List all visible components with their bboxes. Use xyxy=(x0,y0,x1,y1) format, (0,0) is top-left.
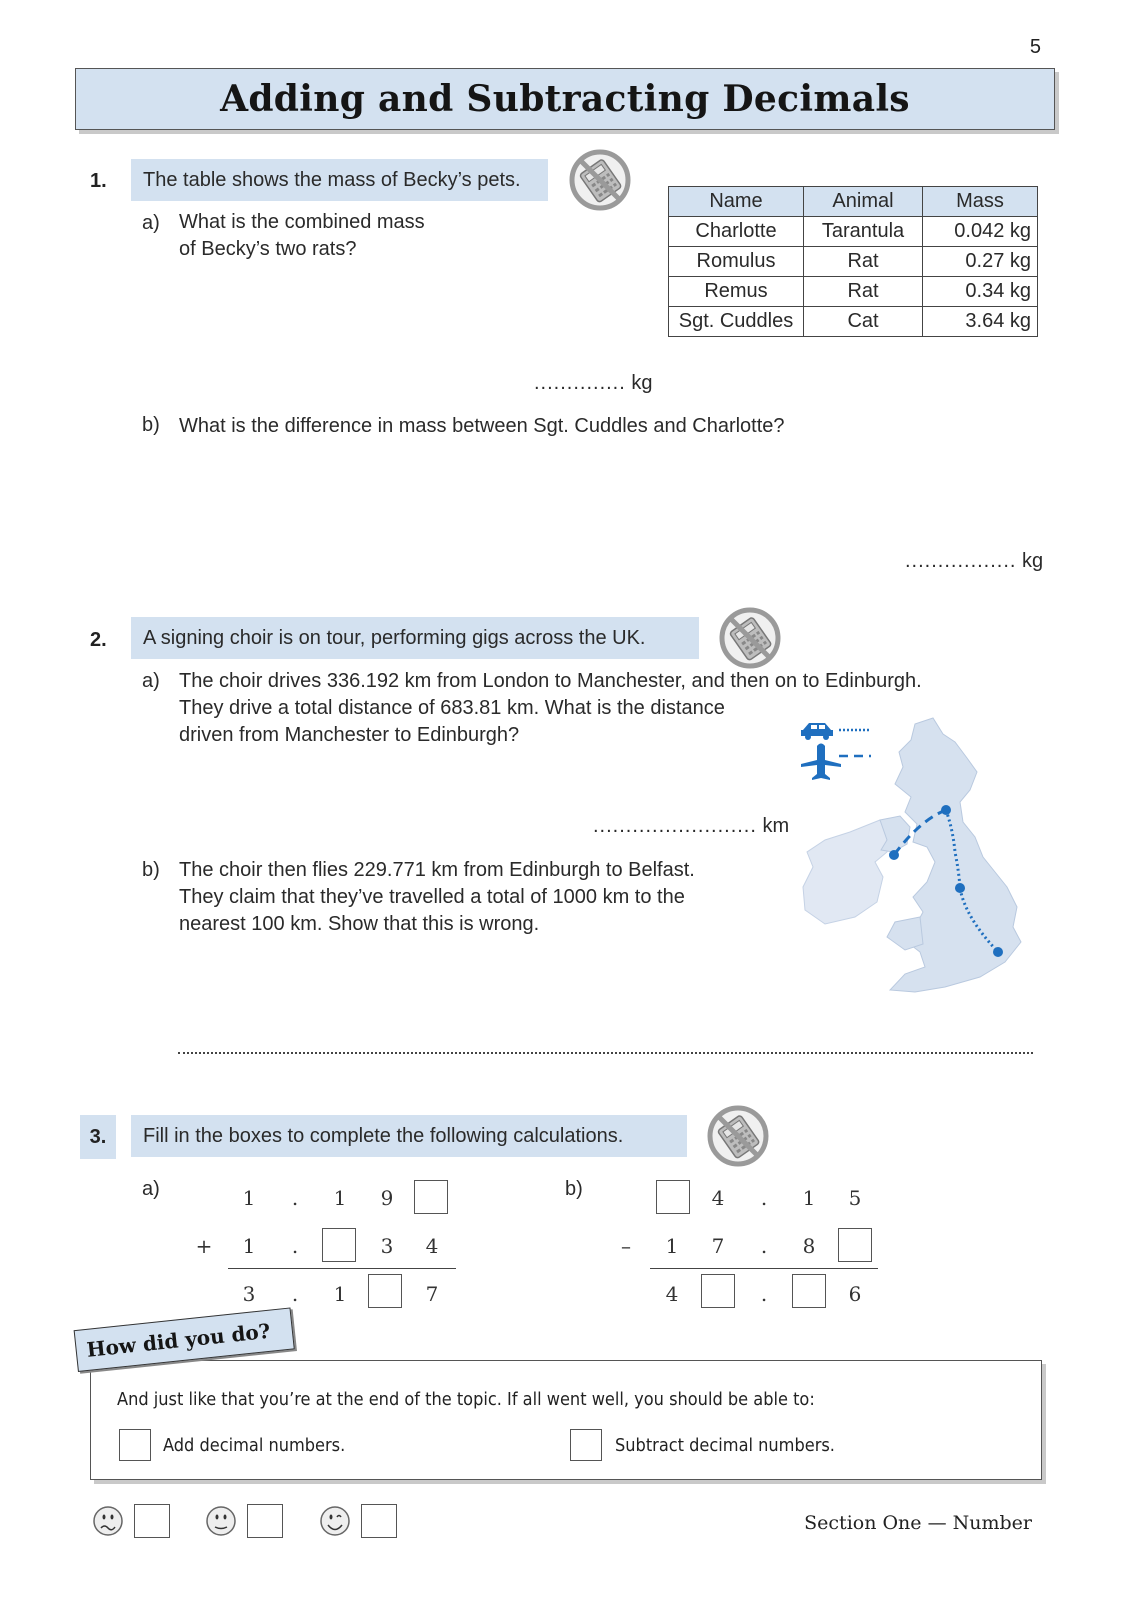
table-row xyxy=(669,307,1038,337)
table-cell: 0.27 kg xyxy=(923,247,1038,277)
happy-face-icon xyxy=(319,1504,351,1538)
column-header: Name xyxy=(669,187,804,217)
table-cell: Remus xyxy=(669,277,804,307)
review-intro: And just like that you’re at the end of the topic. If all went well, you should be able to: xyxy=(117,1389,815,1410)
review-panel xyxy=(90,1360,1042,1480)
digit: 1 xyxy=(242,1234,256,1258)
question-1a-answer[interactable] xyxy=(534,372,652,395)
answer-box[interactable] xyxy=(701,1274,735,1308)
decimal-point: . xyxy=(760,1186,768,1210)
difference-line xyxy=(650,1268,878,1269)
answer-unit: kg xyxy=(1022,550,1044,572)
text-line: of Becky’s two rats? xyxy=(179,238,357,260)
table-cell: 3.64 kg xyxy=(923,307,1038,337)
question-1-heading: The table shows the mass of Becky’s pets. xyxy=(131,159,548,201)
digit: 1 xyxy=(665,1234,679,1258)
digit: 4 xyxy=(425,1234,439,1258)
minus-operator: – xyxy=(621,1234,631,1258)
digit: 1 xyxy=(242,1186,256,1210)
text-line: driven from Manchester to Edinburgh? xyxy=(179,724,520,746)
title-banner xyxy=(75,68,1055,130)
table-cell: Tarantula xyxy=(804,217,923,247)
question-1b-text: What is the difference in mass between Sgt. Cuddles and Charlotte? xyxy=(179,415,785,437)
decimal-point: . xyxy=(291,1234,299,1258)
table-cell: Romulus xyxy=(669,247,804,277)
table-cell: Rat xyxy=(804,277,923,307)
table-row xyxy=(669,217,1038,247)
no-calculator-icon xyxy=(718,606,782,670)
question-2b-label: b) xyxy=(142,859,160,881)
question-2a-answer[interactable] xyxy=(593,815,789,838)
page-title: Adding and Subtracting Decimals xyxy=(220,78,910,120)
answer-blank[interactable]: ......................... xyxy=(593,815,757,837)
digit: 4 xyxy=(665,1282,679,1306)
question-3-number: 3. xyxy=(80,1115,116,1159)
question-2b-text xyxy=(179,857,695,938)
question-3b-label: b) xyxy=(565,1178,583,1200)
text-line: nearest 100 km. Show that this is wrong. xyxy=(179,913,540,935)
decimal-point: . xyxy=(291,1186,299,1210)
sad-face-icon xyxy=(92,1504,124,1538)
answer-blank[interactable]: .............. xyxy=(534,372,626,394)
table-cell: 0.042 kg xyxy=(923,217,1038,247)
decimal-point: . xyxy=(760,1282,768,1306)
no-calculator-icon xyxy=(706,1104,770,1168)
review-item-label: Add decimal numbers. xyxy=(163,1435,346,1456)
digit: 3 xyxy=(242,1282,256,1306)
question-1-number: 1. xyxy=(90,170,107,192)
page-number: 5 xyxy=(1029,36,1041,58)
pets-table xyxy=(668,186,1038,337)
question-2-number: 2. xyxy=(90,629,107,651)
digit: 6 xyxy=(848,1282,862,1306)
answer-box[interactable] xyxy=(838,1228,872,1262)
table-cell: Cat xyxy=(804,307,923,337)
answer-box[interactable] xyxy=(322,1228,356,1262)
answer-box[interactable] xyxy=(414,1180,448,1214)
text-line: What is the combined mass xyxy=(179,211,425,233)
plus-operator: + xyxy=(195,1234,213,1258)
review-item-label: Subtract decimal numbers. xyxy=(615,1435,835,1456)
review-tag-text: How did you do? xyxy=(85,1318,272,1362)
table-row xyxy=(669,247,1038,277)
text-line: They claim that they’ve travelled a total of 1000 km to the xyxy=(179,886,685,908)
digit: 1 xyxy=(802,1186,816,1210)
map-stop-belfast xyxy=(889,850,899,860)
answer-box[interactable] xyxy=(368,1274,402,1308)
question-3a-label: a) xyxy=(142,1178,160,1200)
answer-blank[interactable]: ................. xyxy=(905,550,1017,572)
digit: 1 xyxy=(333,1186,347,1210)
question-1b-answer[interactable] xyxy=(905,550,1043,573)
column-header: Animal xyxy=(804,187,923,217)
rating-box-neutral[interactable] xyxy=(247,1504,283,1538)
digit: 9 xyxy=(380,1186,394,1210)
map-stop-manchester xyxy=(955,883,965,893)
question-3-heading: Fill in the boxes to complete the following calculations. xyxy=(131,1115,687,1157)
plane-icon xyxy=(801,744,841,781)
table-cell: Charlotte xyxy=(669,217,804,247)
question-1b-label: b) xyxy=(142,414,160,436)
table-row xyxy=(669,277,1038,307)
uk-route-map xyxy=(795,712,1045,1002)
table-cell: Rat xyxy=(804,247,923,277)
digit: 3 xyxy=(380,1234,394,1258)
question-1a-text xyxy=(179,209,425,263)
sum-line xyxy=(228,1268,456,1269)
map-stop-edinburgh xyxy=(941,805,951,815)
pets-table-container xyxy=(668,186,1038,337)
decimal-point: . xyxy=(291,1282,299,1306)
column-header: Mass xyxy=(923,187,1038,217)
question-2-heading: A signing choir is on tour, performing gigs across the UK. xyxy=(131,617,699,659)
neutral-face-icon xyxy=(205,1504,237,1538)
answer-box[interactable] xyxy=(656,1180,690,1214)
map-stop-london xyxy=(993,947,1003,957)
digit: 5 xyxy=(848,1186,862,1210)
table-header-row xyxy=(669,187,1038,217)
digit: 7 xyxy=(425,1282,439,1306)
no-calculator-icon xyxy=(568,148,632,212)
rating-box-sad[interactable] xyxy=(134,1504,170,1538)
question-2a-label: a) xyxy=(142,670,160,692)
section-footer: Section One — Number xyxy=(804,1512,1032,1534)
checkbox-subtract-decimals[interactable] xyxy=(570,1429,602,1461)
text-line: They drive a total distance of 683.81 km. What is the distance xyxy=(179,697,725,719)
checkbox-add-decimals[interactable] xyxy=(119,1429,151,1461)
decimal-point: . xyxy=(760,1234,768,1258)
table-cell: Sgt. Cuddles xyxy=(669,307,804,337)
digit: 7 xyxy=(711,1234,725,1258)
question-2b-answer-line[interactable] xyxy=(178,1052,1033,1054)
answer-unit: km xyxy=(762,815,790,837)
text-line: The choir then flies 229.771 km from Edinburgh to Belfast. xyxy=(179,859,695,881)
car-icon xyxy=(801,723,833,740)
question-1a-label: a) xyxy=(142,212,160,234)
text-line: The choir drives 336.192 km from London to Manchester, and then on to Edinburgh. xyxy=(179,670,922,692)
table-cell: 0.34 kg xyxy=(923,277,1038,307)
answer-unit: kg xyxy=(631,372,653,394)
rating-box-happy[interactable] xyxy=(361,1504,397,1538)
digit: 4 xyxy=(711,1186,725,1210)
digit: 1 xyxy=(333,1282,347,1306)
answer-box[interactable] xyxy=(792,1274,826,1308)
digit: 8 xyxy=(802,1234,816,1258)
